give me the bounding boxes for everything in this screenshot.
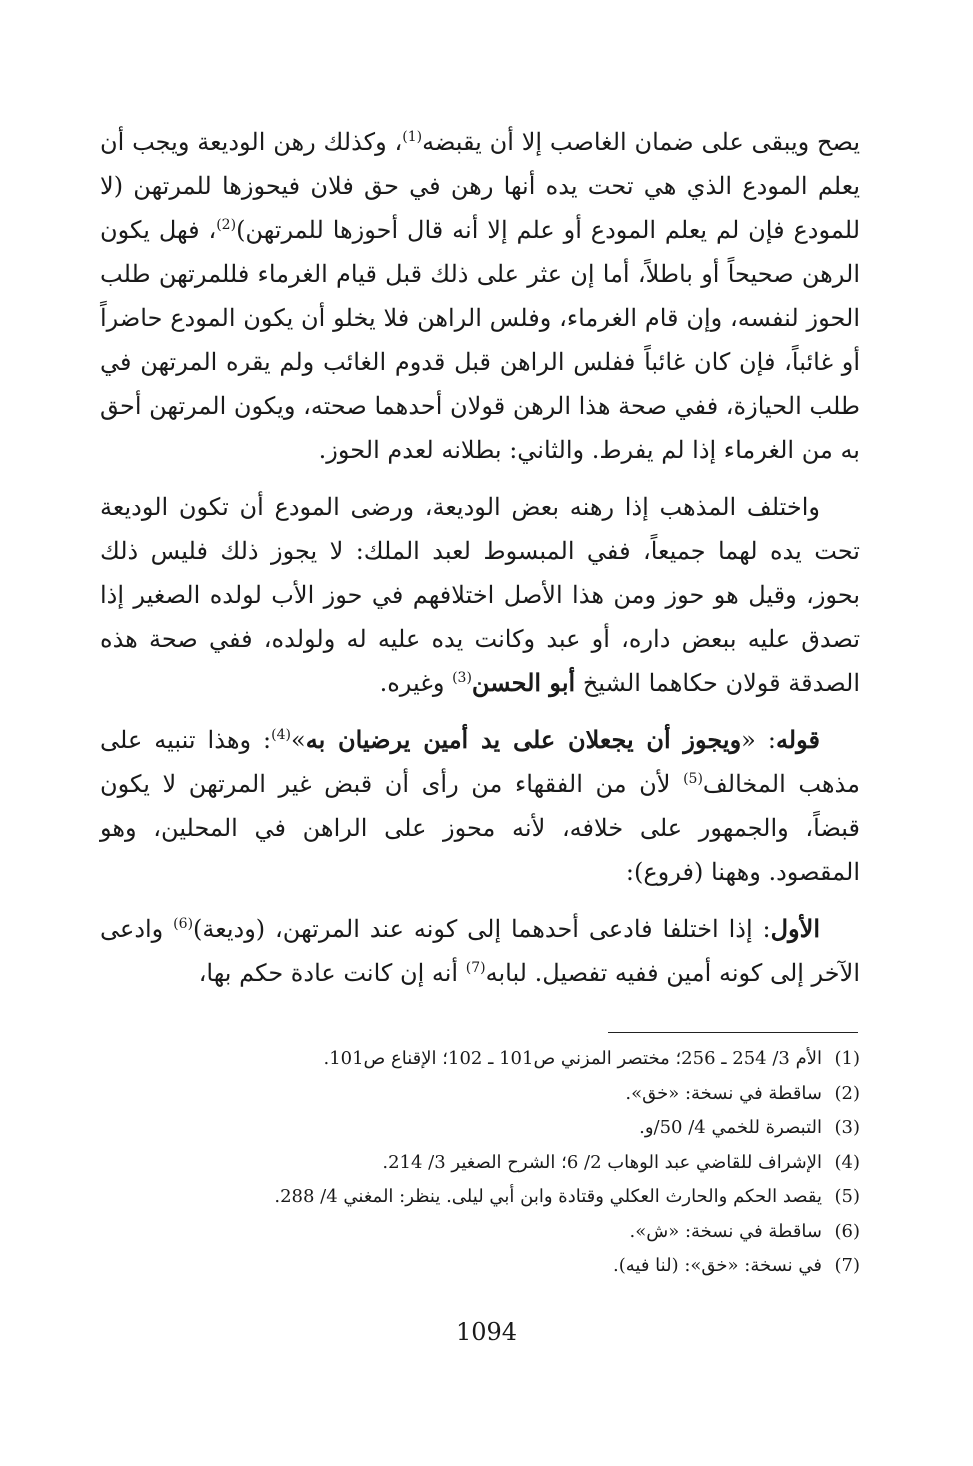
footnote-ref: (3)	[452, 670, 472, 686]
footnote	[160, 1215, 860, 1250]
footnote-text: ساقطة في نسخة: «خق».	[625, 1082, 822, 1104]
footnote-ref: (5)	[683, 771, 703, 787]
paragraph	[100, 120, 860, 472]
footnote-number: (7)	[834, 1255, 860, 1276]
footnote-text: يقصد الحكم والحارث العكلي وقتادة وابن أبي ليلى. ينظر: المغني 4/ 288.	[274, 1186, 822, 1207]
text-run: »	[291, 726, 306, 754]
footnote	[160, 1111, 860, 1146]
footnote	[160, 1180, 860, 1215]
footnote	[160, 1077, 860, 1112]
footnote-ref: (7)	[465, 960, 486, 976]
paragraph	[100, 485, 860, 705]
footnote-text: الأم 3/ 254 ـ 256؛ مختصر المزني ص101 ـ 102؛ الإقناع ص101.	[323, 1048, 822, 1069]
text-run: : وهذا تنبيه على مذهب المخالف	[100, 726, 860, 798]
paragraph	[100, 907, 860, 995]
footnote-ref: (6)	[173, 916, 194, 932]
footnote-number: (4)	[834, 1151, 860, 1173]
footnote-number: (2)	[834, 1082, 860, 1104]
text-run: ، فهل يكون الرهن صحيحاً أو باطلاً، أما إن عثر على ذلك قبل قيام الغرماء فللمرتهن طلب الحوز لنفسه، وإن قام الغرماء، وفلس الراهن فلا يخلو أن يكون المودع حاضراً أو غائباً، فإن كان غائباً ففلس الراهن قبل قدوم الغائب ولم يقره المرتهن في طلب الحيازة، ففي صحة هذا الرهن قولان أحدهما صحته، ويكون المرتهن أحق به من الغرماء إذا لم يفرط. والثاني: بطلانه لعدم الحوز.	[100, 216, 860, 464]
bold-text: أبو الحسن	[471, 668, 576, 697]
footnote-number: (6)	[834, 1220, 860, 1242]
footnote	[160, 1146, 860, 1181]
footnote-ref: (2)	[216, 217, 237, 233]
text-run: لأن من الفقهاء من رأى أن قبض غير المرتهن لا يكون قبضاً، والجمهور على خلافه، لأنه محوز على الراهن في المحلين، وهو المقصود. وههنا (فروع):	[100, 770, 860, 886]
text-run: : «	[741, 726, 776, 754]
text-run: يصح ويبقى على ضمان الغاصب إلا أن يقبضه	[422, 128, 860, 156]
footnote	[160, 1042, 860, 1077]
text-run: أنه إن كانت عادة حكم بها،	[198, 959, 466, 987]
bold-text: الأول	[770, 914, 820, 943]
text-run: ، وكذلك رهن الوديعة ويجب أن يعلم المودع الذي هي تحت يده أنها رهن في حق فلان فيحوزها للمرتهن (لا للمودع فإن لم يعلم المودع أو علم إلا أنه قال أحوزها للمرتهن)	[100, 128, 861, 244]
text-run: وادعى الآخر إلى كونه أمين ففيه تفصيل. لبابه	[100, 915, 860, 987]
bold-text: ويجوز أن يجعلان على يد أمين يرضيان به	[305, 725, 742, 754]
page-number: 1094	[455, 1318, 518, 1346]
footnote-text: في نسخة: «خق»: (لنا فيه).	[613, 1255, 822, 1276]
bold-text: قوله	[775, 725, 820, 754]
footnote-number: (3)	[834, 1117, 860, 1138]
footnote-number: (1)	[834, 1048, 860, 1069]
text-run: وغيره.	[379, 669, 453, 697]
footnotes	[160, 1042, 860, 1284]
footnote-number: (5)	[834, 1186, 860, 1207]
footnote-separator	[608, 1032, 858, 1033]
footnote-text: التبصرة للخمي 4/ 50/و.	[639, 1117, 822, 1138]
footnote-ref: (4)	[271, 727, 292, 743]
footnote-text: الإشراف للقاضي عبد الوهاب 2/ 6؛ الشرح الصغير 3/ 214.	[382, 1151, 822, 1173]
footnote-text: ساقطة في نسخة: «ش».	[629, 1220, 822, 1242]
text-run: : إذا اختلفا فادعى أحدهما إلى كونه عند المرتهن، (وديعة)	[193, 915, 771, 943]
text-run: واختلف المذهب إذا رهنه بعض الوديعة، ورضى المودع أن تكون الوديعة تحت يده لهما جميعاً، ففي المبسوط لعبد الملك: لا يجوز ذلك فليس ذلك بحوز، وقيل هو حوز ومن هذا الأصل اختلافهم في حوز الأب لولده الصغير إذا تصدق عليه ببعض داره، أو عبد وكانت يده عليه له ولولده، ففي صحة هذه الصدقة قولان حكاهما الشيخ	[100, 493, 860, 697]
footnote	[160, 1249, 860, 1284]
main-text	[100, 120, 860, 1008]
footnote-ref: (1)	[402, 129, 423, 145]
paragraph	[100, 718, 860, 894]
